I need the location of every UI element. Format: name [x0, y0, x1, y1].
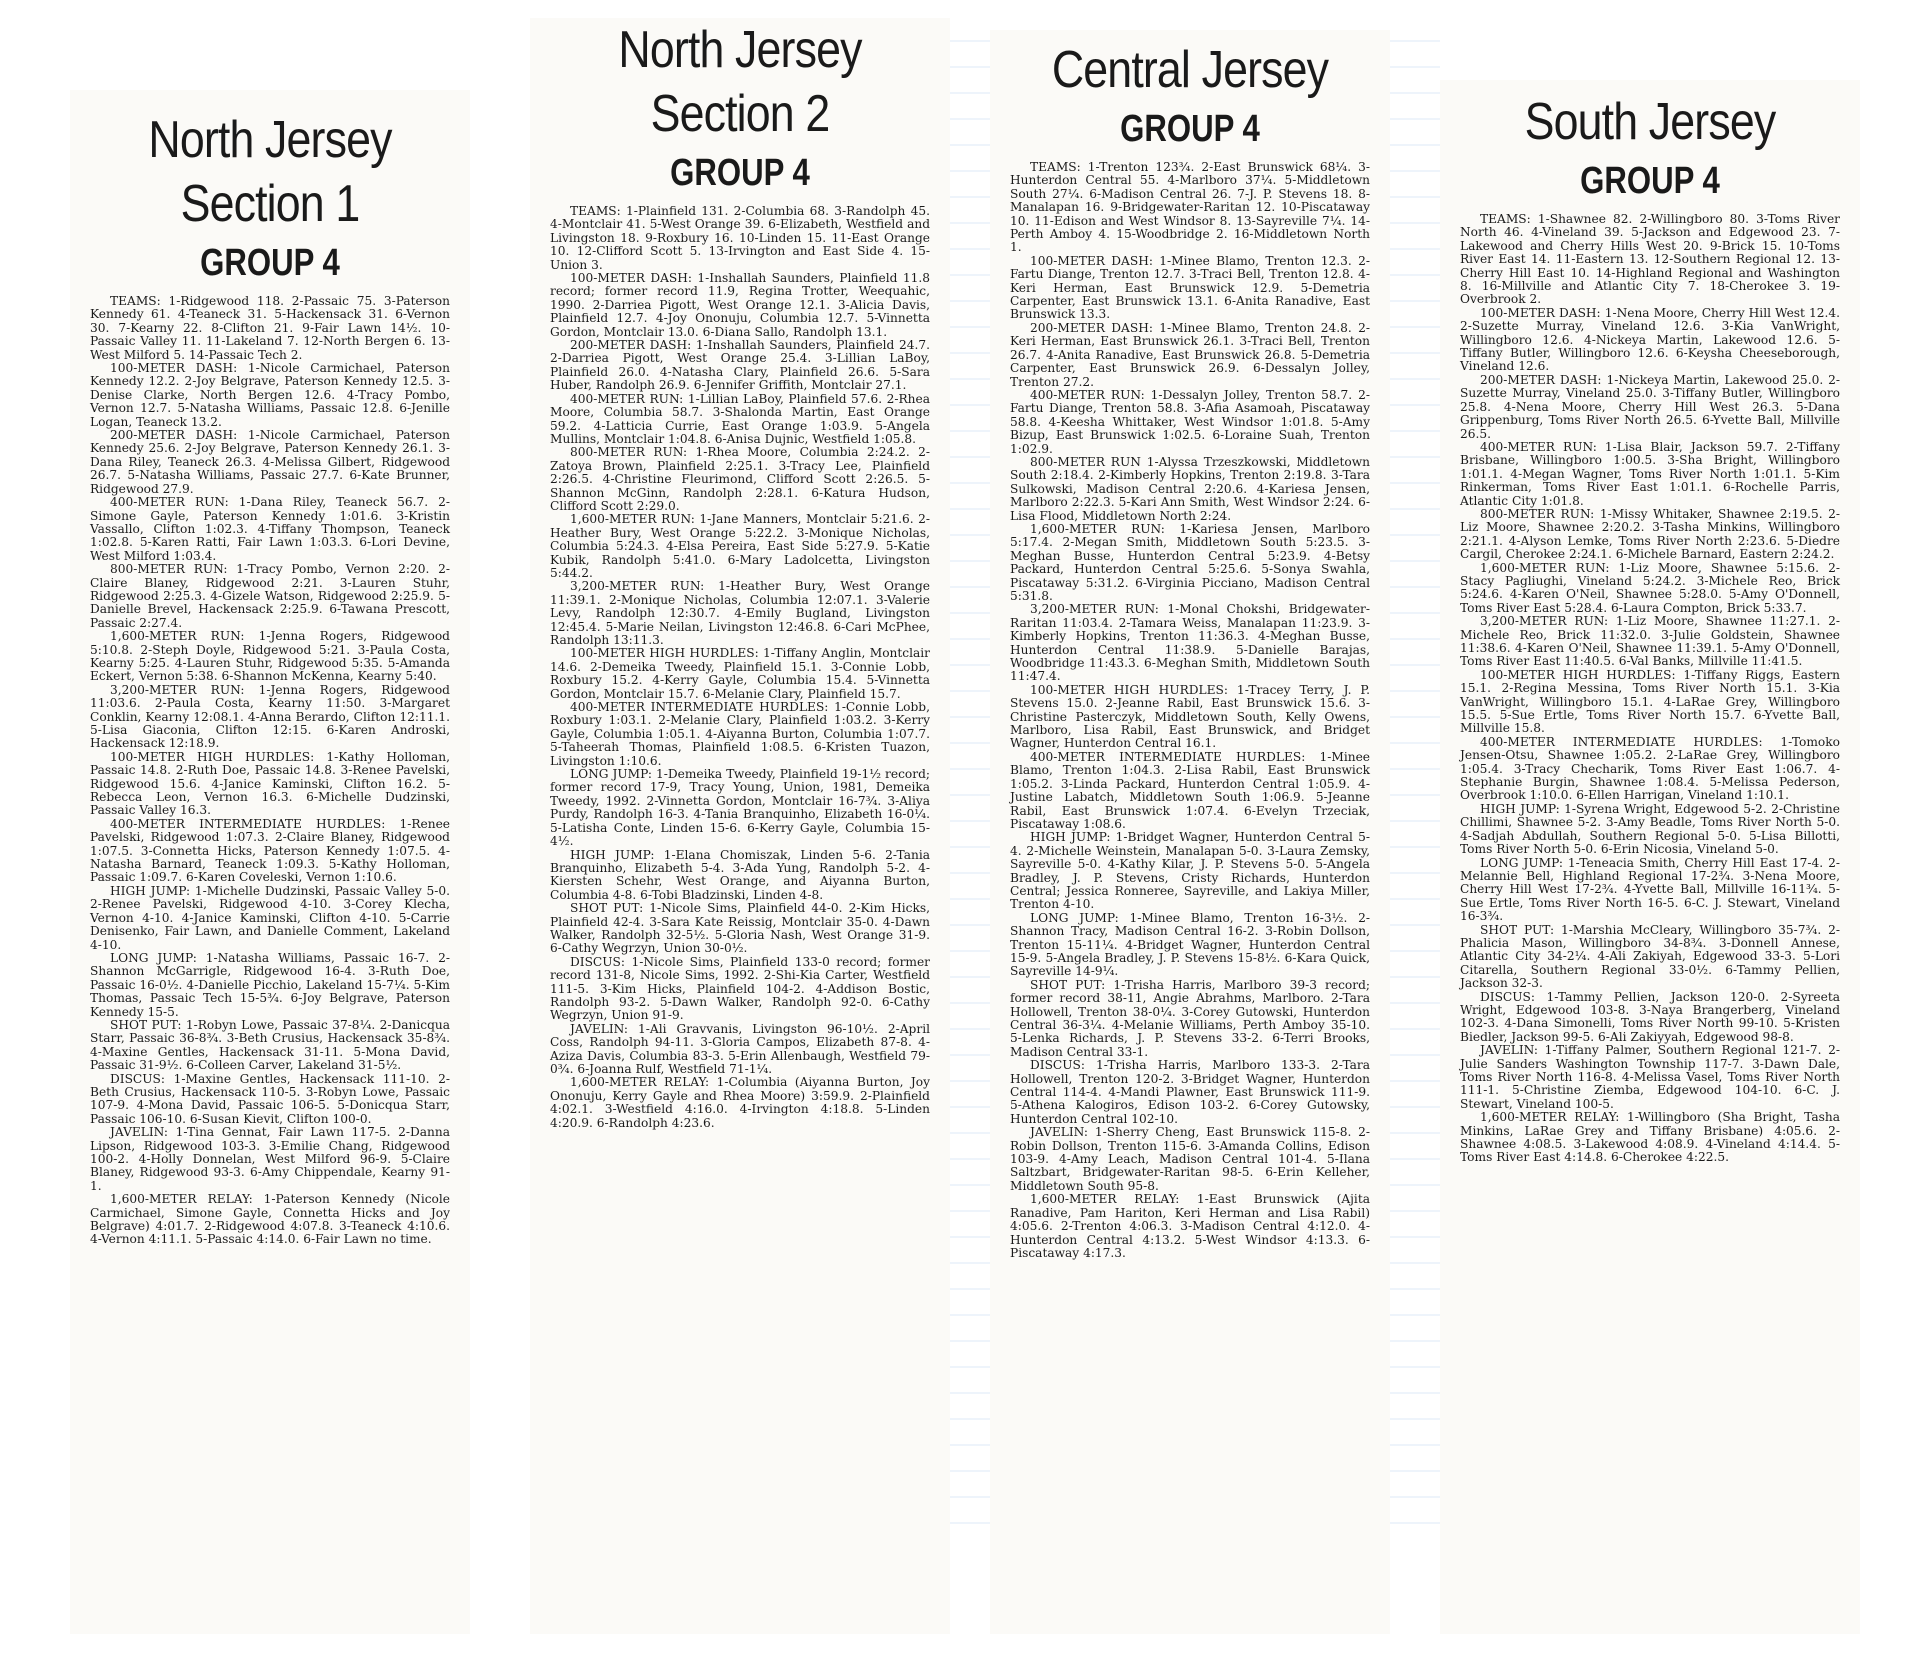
event-result: 3,200-METER RUN: 1-Monal Chokshi, Bridgewater-Raritan 11:03.4. 2-Tamara Weiss, Manalapan 11:23.9. 3-Kimberly Hopkins, Trenton 11:36.3. 4-Meghan Busse, Hunterdon Central 11:38.9. 5-Danielle Barajas, Woodbridge 11:43.3. 6-Meghan Smith, Middletown South 11:47.4. [1010, 602, 1370, 684]
headline-line-1: South Jersey [1524, 93, 1776, 151]
event-result: 1,600-METER RELAY: 1-East Brunswick (Ajita Ranadive, Pam Hariton, Keri Herman and Lisa Rabil) 4:05.6. 2-Trenton 4:06.3. 3-Madison Central 4:12.0. 4-Hunterdon Central 4:13.2. 5-West Windsor 4:13.3. 6-Piscataway 4:17.3. [1010, 1192, 1370, 1260]
event-result: 400-METER INTERMEDIATE HURDLES: 1-Tomoko Jensen-Otsu, Shawnee 1:05.2. 2-LaRae Grey, Willingboro 1:05.4. 3-Tracy Checharik, Toms River East 1:06.7. 4-Stephanie Burgin, Shawnee 1:08.4. 5-Melissa Pederson, Overbrook 1:10.0. 6-Ellen Harrigan, Vineland 1:10.1. [1460, 734, 1840, 803]
background-strip [1390, 40, 1440, 1540]
event-result: HIGH JUMP: 1-Elana Chomiszak, Linden 5-6. 2-Tania Branquinho, Elizabeth 5-4. 3-Ada Yung, Randolph 5-2. 4-Kiersten Schehr, West Orange, and Aiyanna Burton, Columbia 4-8. 6-Tobi Bladzinski, Linden 4-8. [550, 847, 930, 902]
headline-line-2: Section 2 [650, 85, 830, 143]
group-heading: GROUP 4 [670, 152, 810, 194]
results-column-north-jersey-section-2 [530, 18, 950, 1634]
results-body [530, 205, 950, 1130]
event-result: DISCUS: 1-Tammy Pellien, Jackson 120-0. 2-Syreeta Wright, Edgewood 103-8. 3-Naya Brangerberg, Vineland 102-3. 4-Dana Simonelli, Toms River North 99-10. 5-Kristen Biedler, Jackson 99-5. 6-Ali Zakiyyah, Edgewood 98-8. [1460, 989, 1840, 1044]
event-result: LONG JUMP: 1-Natasha Williams, Passaic 16-7. 2-Shannon McGarrigle, Ridgewood 16-4. 3-Ruth Doe, Passaic 16-0½. 4-Danielle Picchio, Lakeland 15-7¼. 5-Kim Thomas, Passaic Tech 15-5¾. 6-Joy Belgrave, Paterson Kennedy 15-5. [90, 950, 450, 1019]
event-result: 800-METER RUN: 1-Missy Whitaker, Shawnee 2:19.5. 2-Liz Moore, Shawnee 2:20.2. 3-Tasha Minkins, Willingboro 2:21.1. 4-Alyson Lemke, Toms River North 2:23.6. 5-Diedre Cargil, Cherokee 2:24.1. 6-Michele Barnard, Eastern 2:24.2. [1460, 506, 1840, 562]
event-result: HIGH JUMP: 1-Syrena Wright, Edgewood 5-2. 2-Christine Chillimi, Shawnee 5-2. 3-Amy Beadle, Toms River North 5-0. 4-Sadjah Abdullah, Southern Regional 5-0. 5-Lisa Billotti, Toms River North 5-0. 6-Erin Nicosia, Vineland 5-0. [1460, 801, 1840, 857]
results-column-south-jersey [1440, 80, 1860, 1634]
event-result: SHOT PUT: 1-Marshia McCleary, Willingboro 35-7¾. 2-Phalicia Mason, Willingboro 34-8¾. 3-Donnell Annese, Atlantic City 34-2¼. 4-Ali Zakiyah, Edgewood 33-3. 5-Lori Citarella, Southern Regional 33-0½. 6-Tammy Pellien, Jackson 32-3. [1460, 922, 1840, 991]
team-standings: TEAMS: 1-Ridgewood 118. 2-Passaic 75. 3-Paterson Kennedy 61. 4-Teaneck 31. 5-Hackensack 31. 6-Vernon 30. 7-Kearny 22. 8-Clifton 21. 9-Fair Lawn 14½. 10-Passaic Valley 11. 11-Lakeland 7. 12-North Bergen 6. 13-West Milford 5. 14-Passaic Tech 2. [90, 294, 450, 362]
event-result: 3,200-METER RUN: 1-Liz Moore, Shawnee 11:27.1. 2-Michele Reo, Brick 11:32.0. 3-Julie Goldstein, Shawnee 11:38.6. 4-Karen O'Neil, Shawnee 11:39.1. 5-Amy O'Donnell, Toms River East 11:40.5. 6-Val Banks, Millville 11:41.5. [1460, 614, 1840, 669]
event-result: 3,200-METER RUN: 1-Heather Bury, West Orange 11:39.1. 2-Monique Nicholas, Columbia 12:07.1. 3-Valerie Levy, Randolph 12:30.7. 4-Emily Bugland, Livingston 12:45.4. 5-Marie Neilan, Livingston 12:46.8. 6-Cari McPhee, Randolph 13:11.3. [550, 579, 930, 647]
event-result: 100-METER HIGH HURDLES: 1-Kathy Holloman, Passaic 14.8. 2-Ruth Doe, Passaic 14.8. 3-Renee Pavelski, Ridgewood 15.6. 4-Janice Kaminski, Clifton 16.2. 5-Rebecca Leon, Vernon 16.3. 6-Michelle Dudzinski, Passaic Valley 16.3. [90, 749, 450, 818]
team-standings: TEAMS: 1-Plainfield 131. 2-Columbia 68. 3-Randolph 45. 4-Montclair 41. 5-West Orange 39. 6-Elizabeth, Westfield and Livingston 18. 9-Roxbury 16. 10-Linden 15. 11-East Orange 10. 12-Clifford Scott 5. 13-Irvington and East Side 4. 15-Union 3. [550, 204, 930, 272]
event-result: 100-METER DASH: 1-Nena Moore, Cherry Hill West 12.4. 2-Suzette Murray, Vineland 12.6. 3-Kia VanWright, Willingboro 12.6. 4-Nickeya Martin, Lakewood 12.6. 5-Tiffany Butler, Willingboro 12.6. 6-Keysha Cheeseborough, Vineland 12.6. [1460, 305, 1840, 374]
event-result: 400-METER INTERMEDIATE HURDLES: 1-Connie Lobb, Roxbury 1:03.1. 2-Melanie Clary, Plainfield 1:03.2. 3-Kerry Gayle, Columbia 1:05.1. 4-Aiyanna Burton, Columbia 1:07.7. 5-Taheerah Thomas, Plainfield 1:08.5. 6-Kristen Tuazon, Livingston 1:10.6. [550, 700, 930, 768]
event-result: 1,600-METER RUN: 1-Liz Moore, Shawnee 5:15.6. 2-Stacy Pagliughi, Vineland 5:24.2. 3-Michele Reo, Brick 5:24.6. 4-Karen O'Neil, Shawnee 5:28.0. 5-Amy O'Donnell, Toms River East 5:28.4. 6-Laura Compton, Brick 5:33.7. [1460, 560, 1840, 615]
results-column-central-jersey [990, 30, 1390, 1634]
event-result: 100-METER HIGH HURDLES: 1-Tiffany Riggs, Eastern 15.1. 2-Regina Messina, Toms River North 15.1. 3-Kia VanWright, Willingboro 15.1. 4-LaRae Grey, Willingboro 15.5. 5-Sue Ertle, Toms River North 15.7. 6-Yvette Ball, Millville 15.8. [1460, 667, 1840, 736]
team-standings: TEAMS: 1-Trenton 123¾. 2-East Brunswick 68¼. 3-Hunterdon Central 55. 4-Marlboro 37¼. 5-Middletown South 27¼. 6-Madison Central 26. 7-J. P. Stevens 18. 8-Manalapan 16. 9-Bridgewater-Raritan 12. 10-Piscataway 10. 11-Edison and West Windsor 8. 13-Sayreville 7¼. 14-Perth Amboy 4. 15-Woodbridge 2. 16-Middletown North 1. [1010, 160, 1370, 255]
event-result: HIGH JUMP: 1-Bridget Wagner, Hunterdon Central 5-4. 2-Michelle Weinstein, Manalapan 5-0. 3-Laura Zemsky, Sayreville 5-0. 4-Kathy Kilar, J. P. Stevens 5-0. 5-Angela Bradley, J. P. Stevens, Cristy Richards, Hunterdon Central; Jessica Ronneree, Sayreville, and Lakiya Miller, Trenton 4-10. [1010, 830, 1370, 912]
event-result: JAVELIN: 1-Ali Gravvanis, Livingston 96-10½. 2-April Coss, Randolph 94-11. 3-Gloria Campos, Elizabeth 87-8. 4-Aziza Davis, Columbia 83-3. 5-Erin Allenbaugh, Westfield 79-0¾. 6-Joanna Rulf, Westfield 71-1¼. [550, 1021, 930, 1076]
event-result: DISCUS: 1-Maxine Gentles, Hackensack 111-10. 2-Beth Crusius, Hackensack 110-5. 3-Robyn Lowe, Passaic 107-9. 4-Mona David, Passaic 106-5. 5-Donicqua Starr, Passaic 106-10. 6-Susan Kievit, Clifton 100-0. [90, 1071, 450, 1126]
headline-line-2: Section 1 [180, 175, 360, 233]
event-result: 1,600-METER RUN: 1-Jane Manners, Montclair 5:21.6. 2-Heather Bury, West Orange 5:22.2. 3-Monique Nicholas, Columbia 5:24.3. 4-Elsa Pereira, East Side 5:27.9. 5-Katie Kubik, Randolph 5:41.0. 6-Mary Ladolcetta, Livingston 5:44.2. [550, 512, 930, 580]
group-heading: GROUP 4 [200, 242, 340, 284]
results-body [1440, 213, 1860, 1165]
headline-line-1: North Jersey [618, 21, 862, 79]
event-result: 400-METER INTERMEDIATE HURDLES: 1-Minee Blamo, Trenton 1:04.3. 2-Lisa Rabil, East Brunswick 1:05.2. 3-Linda Packard, Hunterdon Central 1:05.9. 4-Justine Labatch, Middletown South 1:06.9. 5-Jeanne Rabil, East Brunswick 1:07.4. 6-Evelyn Trzeciak, Piscataway 1:08.6. [1010, 749, 1370, 831]
event-result: 400-METER RUN: 1-Dessalyn Jolley, Trenton 58.7. 2-Fartu Diange, Trenton 58.8. 3-Afia Asamoah, Piscataway 58.8. 4-Keesha Whittaker, West Windsor 1:01.8. 5-Amy Bizup, East Brunswick 1:02.5. 6-Loraine Suah, Trenton 1:02.9. [1010, 387, 1370, 456]
event-result: 3,200-METER RUN: 1-Jenna Rogers, Ridgewood 11:03.6. 2-Paula Costa, Kearny 11:50. 3-Margaret Conklin, Kearny 12:08.1. 4-Anna Berardo, Clifton 12:11.1. 5-Lisa Giaconia, Clifton 12:15. 6-Karen Androski, Hackensack 12:18.9. [90, 682, 450, 751]
group-heading: GROUP 4 [1120, 108, 1260, 150]
event-result: 800-METER RUN: 1-Rhea Moore, Columbia 2:24.2. 2-Zatoya Brown, Plainfield 2:25.1. 3-Tracy Lee, Plainfield 2:26.5. 4-Christine Fleurimond, Clifford Scott 2:26.5. 5-Shannon McGinn, Randolph 2:28.1. 6-Katura Hudson, Clifford Scott 2:29.0. [550, 445, 930, 513]
event-result: 400-METER RUN: 1-Lillian LaBoy, Plainfield 57.6. 2-Rhea Moore, Columbia 58.7. 3-Shalonda Martin, East Orange 59.2. 4-Latticia Currie, East Orange 1:03.9. 5-Angela Mullins, Montclair 1:04.8. 6-Anisa Dujnic, Westfield 1:05.8. [550, 391, 930, 446]
event-result: 1,600-METER RELAY: 1-Willingboro (Sha Bright, Tasha Minkins, LaRae Grey and Tiffany Brisbane) 4:05.6. 2-Shawnee 4:08.5. 3-Lakewood 4:08.9. 4-Vineland 4:14.4. 5-Toms River East 4:14.8. 6-Cherokee 4:22.5. [1460, 1110, 1840, 1165]
event-result: 200-METER DASH: 1-Inshallah Saunders, Plainfield 24.7. 2-Darriea Pigott, West Orange 25.4. 3-Lillian LaBoy, Plainfield 26.0. 4-Natasha Clary, Plainfield 26.6. 5-Sara Huber, Randolph 26.9. 6-Jennifer Griffith, Montclair 27.1. [550, 338, 930, 393]
event-result: JAVELIN: 1-Tiffany Palmer, Southern Regional 121-7. 2-Julie Sanders Washington Township 117-7. 3-Dawn Dale, Toms River North 116-8. 4-Melissa Vasel, Toms River North 111-1. 5-Christine Ziemba, Edgewood 104-10. 6-C. J. Stewart, Vineland 100-5. [1460, 1043, 1840, 1111]
event-result: SHOT PUT: 1-Nicole Sims, Plainfield 44-0. 2-Kim Hicks, Plainfield 42-4. 3-Sara Kate Reissig, Montclair 35-0. 4-Dawn Walker, Randolph 32-5½. 5-Gloria Nash, West Orange 31-9. 6-Cathy Wegrzyn, Union 30-0½. [550, 901, 930, 956]
event-result: DISCUS: 1-Nicole Sims, Plainfield 133-0 record; former record 131-8, Nicole Sims, 1992. 2-Shi-Kia Carter, Westfield 111-5. 3-Kim Hicks, Plainfield 104-2. 4-Addison Bostic, Randolph 93-2. 5-Dawn Walker, Randolph 92-0. 6-Cathy Wegrzyn, Union 91-9. [550, 954, 930, 1023]
headline-line-1: North Jersey [148, 111, 392, 169]
event-result: LONG JUMP: 1-Minee Blamo, Trenton 16-3½. 2-Shannon Tracy, Madison Central 16-2. 3-Robin Dollson, Trenton 15-11¼. 4-Bridget Wagner, Hunterdon Central 15-9. 5-Angela Bradley, J. P. Stevens 15-8½. 6-Kara Quick, Sayreville 14-9¼. [1010, 910, 1370, 979]
event-result: JAVELIN: 1-Sherry Cheng, East Brunswick 115-8. 2-Robin Dollson, Trenton 115-6. 3-Amanda Collins, Edison 103-9. 4-Amy Leach, Madison Central 101-4. 5-Ilana Saltzbart, Bridgewater-Raritan 98-5. 6-Erin Kelleher, Middletown South 95-8. [1010, 1125, 1370, 1193]
event-result: 1,600-METER RELAY: 1-Paterson Kennedy (Nicole Carmichael, Simone Gayle, Connetta Hicks and Joy Belgrave) 4:01.7. 2-Ridgewood 4:07.8. 3-Teaneck 4:10.6. 4-Vernon 4:11.1. 5-Passaic 4:14.0. 6-Fair Lawn no time. [90, 1192, 450, 1247]
event-result: 1,600-METER RUN: 1-Jenna Rogers, Ridgewood 5:10.8. 2-Steph Doyle, Ridgewood 5:21. 3-Paula Costa, Kearny 5:25. 4-Lauren Stuhr, Ridgewood 5:35. 5-Amanda Eckert, Vernon 5:38. 6-Shannon McKenna, Kearny 5:40. [90, 629, 450, 684]
event-result: SHOT PUT: 1-Robyn Lowe, Passaic 37-8¼. 2-Danicqua Starr, Passaic 36-8¾. 3-Beth Crusius, Hackensack 35-8¾. 4-Maxine Gentles, Hackensack 31-11. 5-Mona David, Passaic 31-9½. 6-Colleen Carver, Lakeland 31-5½. [90, 1017, 450, 1073]
background-strip [950, 40, 990, 1540]
event-result: 100-METER DASH: 1-Minee Blamo, Trenton 12.3. 2-Fartu Diange, Trenton 12.7. 3-Traci Bell, Trenton 12.8. 4-Keri Herman, East Brunswick 12.9. 5-Demetria Carpenter, East Brunswick 13.1. 6-Anita Ranadive, East Brunswick 13.3. [1010, 253, 1370, 322]
event-result: 100-METER DASH: 1-Inshallah Saunders, Plainfield 11.8 record; former record 11.9, Regina Trotter, Weequahic, 1990. 2-Darriea Pigott, West Orange 12.1. 3-Alicia Davis, Plainfield 12.7. 4-Joy Ononuju, Columbia 12.7. 5-Vinnetta Gordon, Montclair 13.0. 6-Diana Sallo, Randolph 13.1. [550, 271, 930, 339]
event-result: 200-METER DASH: 1-Nicole Carmichael, Paterson Kennedy 25.6. 2-Joy Belgrave, Paterson Kennedy 26.1. 3-Dana Riley, Teaneck 26.3. 4-Melissa Gilbert, Ridgewood 26.7. 5-Natasha Williams, Passaic 27.7. 6-Kate Brunner, Ridgewood 27.9. [90, 428, 450, 496]
event-result: DISCUS: 1-Trisha Harris, Marlboro 133-3. 2-Tara Hollowell, Trenton 120-2. 3-Bridget Wagner, Hunterdon Central 114-4. 4-Mandi Plawner, East Brunswick 111-9. 5-Athena Kalogiros, Edison 103-2. 6-Corey Gutowsky, Hunterdon Central 102-10. [1010, 1058, 1370, 1126]
team-standings: TEAMS: 1-Shawnee 82. 2-Willingboro 80. 3-Toms River North 46. 4-Vineland 39. 5-Jackson and Edgewood 23. 7-Lakewood and Cherry Hills West 20. 9-Brick 15. 10-Toms River East 14. 11-Eastern 13. 12-Southern Regional 12. 13-Cherry Hill East 10. 14-Highland Regional and Washington 8. 16-Millville and Atlantic City 7. 18-Cherokee 3. 19-Overbrook 2. [1460, 212, 1840, 307]
results-column-north-jersey-section-1 [70, 90, 470, 1634]
results-body [70, 295, 470, 1247]
event-result: 400-METER RUN: 1-Dana Riley, Teaneck 56.7. 2-Simone Gayle, Paterson Kennedy 1:01.6. 3-Kristin Vassallo, Clifton 1:02.3. 4-Tiffany Thompson, Teaneck 1:02.8. 5-Karen Ratti, Fair Lawn 1:03.3. 6-Lori Devine, West Milford 1:03.4. [90, 495, 450, 563]
event-result: HIGH JUMP: 1-Michelle Dudzinski, Passaic Valley 5-0. 2-Renee Pavelski, Ridgewood 4-10. 3-Corey Klecha, Vernon 4-10. 4-Janice Kaminski, Clifton 4-10. 5-Carrie Denisenko, Fair Lawn, and Danielle Comment, Lakeland 4-10. [90, 883, 450, 952]
event-result: 800-METER RUN: 1-Tracy Pombo, Vernon 2:20. 2-Claire Blaney, Ridgewood 2:21. 3-Lauren Stuhr, Ridgewood 2:25.3. 4-Gizele Watson, Ridgewood 2:25.9. 5-Danielle Brevel, Hackensack 2:25.9. 6-Tawana Prescott, Passaic 2:27.4. [90, 562, 450, 630]
event-result: SHOT PUT: 1-Trisha Harris, Marlboro 39-3 record; former record 38-11, Angie Abrahms, Marlboro. 2-Tara Hollowell, Trenton 38-0¼. 3-Corey Gutowski, Hunterdon Central 36-3¼. 4-Melanie Williams, Perth Amboy 35-10. 5-Lenka Richards, J. P. Stevens 33-2. 6-Terri Brooks, Madison Central 33-1. [1010, 977, 1370, 1059]
event-result: 100-METER DASH: 1-Nicole Carmichael, Paterson Kennedy 12.2. 2-Joy Belgrave, Paterson Kennedy 12.5. 3-Denise Clarke, North Bergen 12.6. 4-Tracy Pombo, Vernon 12.7. 5-Natasha Williams, Passaic 12.8. 6-Jenille Logan, Teaneck 13.2. [90, 361, 450, 429]
group-heading: GROUP 4 [1580, 160, 1720, 202]
event-result: 800-METER RUN 1-Alyssa Trzeszkowski, Middletown South 2:18.4. 2-Kimberly Hopkins, Trenton 2:19.8. 3-Tara Sulkowski, Madison Central 2:20.6. 4-Kariesa Jensen, Marlboro 2:22.3. 5-Kari Ann Smith, West Windsor 2:24. 6-Lisa Flood, Middletown North 2:24. [1010, 454, 1370, 523]
event-result: LONG JUMP: 1-Teneacia Smith, Cherry Hill East 17-4. 2-Melannie Bell, Highland Regional 17-2¾. 3-Nena Moore, Cherry Hill West 17-2¾. 4-Yvette Ball, Millville 16-11¾. 5-Sue Ertle, Toms River North 16-5. 6-C. J. Stewart, Vineland 16-3¾. [1460, 855, 1840, 924]
event-result: JAVELIN: 1-Tina Gennat, Fair Lawn 117-5. 2-Danna Lipson, Ridgewood 103-3. 3-Emilie Chang, Ridgewood 100-2. 4-Holly Donnelan, West Milford 96-9. 5-Claire Blaney, Ridgewood 93-3. 6-Amy Chippendale, Kearny 91-1. [90, 1125, 450, 1193]
headline-line-1: Central Jersey [1051, 41, 1329, 99]
event-result: 100-METER HIGH HURDLES: 1-Tracey Terry, J. P. Stevens 15.0. 2-Jeanne Rabil, East Brunswick 15.6. 3-Christine Pasterczyk, Middletown South, Kelly Owens, Marlboro, Lisa Rabil, East Brunswick, and Bridget Wagner, Hunterdon Central 16.1. [1010, 682, 1370, 751]
event-result: 100-METER HIGH HURDLES: 1-Tiffany Anglin, Montclair 14.6. 2-Demeika Tweedy, Plainfield 15.1. 3-Connie Lobb, Roxbury 15.2. 4-Kerry Gayle, Columbia 15.4. 5-Vinnetta Gordon, Montclair 15.7. 6-Melanie Clary, Plainfield 15.7. [550, 646, 930, 701]
event-result: 200-METER DASH: 1-Nickeya Martin, Lakewood 25.0. 2-Suzette Murray, Vineland 25.0. 3-Tiffany Butler, Willingboro 25.8. 4-Nena Moore, Cherry Hill West 26.3. 5-Dana Grippenburg, Toms River North 26.5. 6-Yvette Ball, Millville 26.5. [1460, 372, 1840, 441]
event-result: 1,600-METER RUN: 1-Kariesa Jensen, Marlboro 5:17.4. 2-Megan Smith, Middletown South 5:23.5. 3-Meghan Busse, Hunterdon Central 5:23.9. 4-Betsy Packard, Hunterdon Central 5:25.6. 5-Sonya Swahla, Piscataway 5:31.2. 6-Virginia Picciano, Madison Central 5:31.8. [1010, 521, 1370, 603]
event-result: LONG JUMP: 1-Demeika Tweedy, Plainfield 19-1½ record; former record 17-9, Tracy Young, Union, 1981, Demeika Tweedy, 1992. 2-Vinnetta Gordon, Montclair 16-7¾. 3-Aliya Purdy, Randolph 16-3. 4-Tania Branquinho, Elizabeth 16-0¼. 5-Latisha Conte, Linden 15-6. 6-Kerry Gayle, Columbia 15-4½. [550, 767, 930, 849]
event-result: 1,600-METER RELAY: 1-Columbia (Aiyanna Burton, Joy Ononuju, Kerry Gayle and Rhea Moore) 3:59.9. 2-Plainfield 4:02.1. 3-Westfield 4:16.0. 4-Irvington 4:18.8. 5-Linden 4:20.9. 6-Randolph 4:23.6. [550, 1075, 930, 1130]
event-result: 200-METER DASH: 1-Minee Blamo, Trenton 24.8. 2-Keri Herman, East Brunswick 26.1. 3-Traci Bell, Trenton 26.7. 4-Anita Ranadive, East Brunswick 26.8. 5-Demetria Carpenter, East Brunswick 26.9. 6-Dessalyn Jolley, Trenton 27.2. [1010, 320, 1370, 389]
results-body [990, 161, 1390, 1260]
event-result: 400-METER INTERMEDIATE HURDLES: 1-Renee Pavelski, Ridgewood 1:07.3. 2-Claire Blaney, Ridgewood 1:07.5. 3-Connetta Hicks, Paterson Kennedy 1:07.5. 4-Natasha Barnard, Teaneck 1:09.3. 5-Kathy Holloman, Passaic 1:09.7. 6-Karen Coveleski, Vernon 1:10.6. [90, 816, 450, 885]
event-result: 400-METER RUN: 1-Lisa Blair, Jackson 59.7. 2-Tiffany Brisbane, Willingboro 1:00.5. 3-Sha Bright, Willingboro 1:01.1. 4-Megan Wagner, Toms River North 1:01.1. 5-Kim Rinkerman, Toms River East 1:01.1. 6-Rochelle Parris, Atlantic City 1:01.8. [1460, 439, 1840, 508]
